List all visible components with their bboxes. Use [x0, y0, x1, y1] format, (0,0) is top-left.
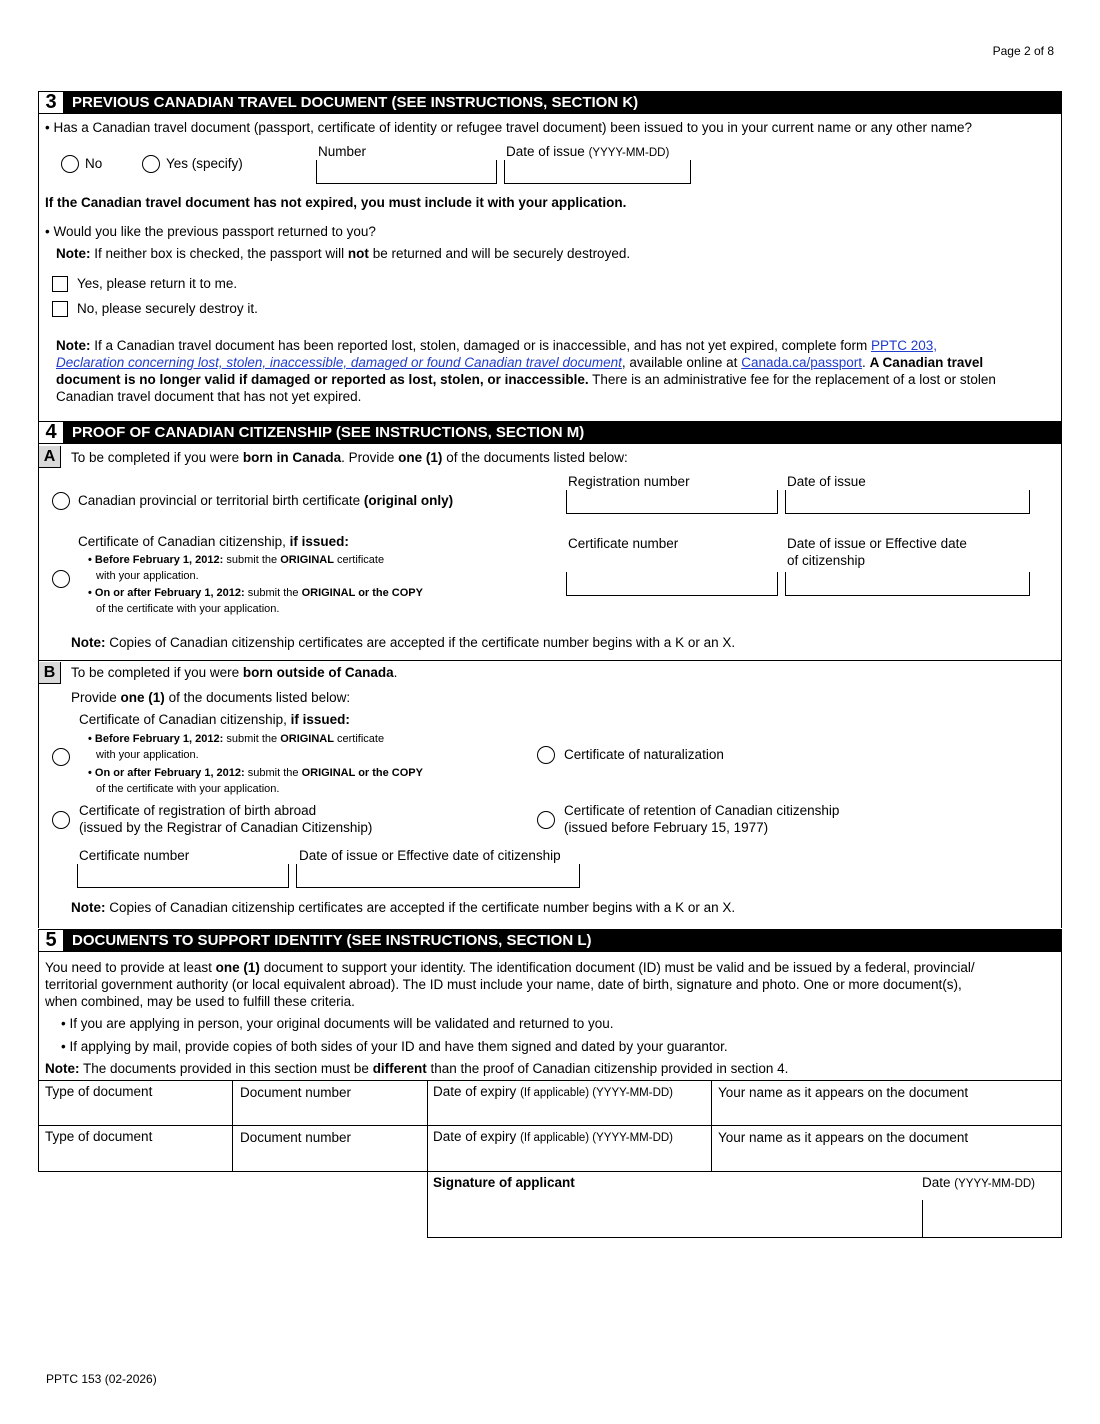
section-3-title: PREVIOUS CANADIAN TRAVEL DOCUMENT (SEE INSTRUCTIONS, SECTION K) — [72, 94, 639, 111]
s3-note1: Note: If neither box is checked, the passport will not be returned and will be securely destroyed. — [56, 246, 631, 261]
sig-bottom-border — [427, 1237, 1062, 1238]
form-code: PPTC 153 (02-2026) — [46, 1372, 157, 1386]
s3-destroy-label: No, please securely destroy it. — [77, 301, 258, 316]
s4-a-intro: To be completed if you were born in Canada. Provide one (1) of the documents listed below: — [71, 450, 628, 465]
s5-r1-type-label: Type of document — [45, 1084, 153, 1099]
s5-r2-docnum-label: Document number — [240, 1130, 352, 1145]
s3-number-label: Number — [318, 144, 367, 159]
s3-destroy-checkbox[interactable] — [52, 301, 68, 317]
s4-a-doieff-label2: of citizenship — [787, 553, 866, 568]
signature-field[interactable] — [428, 1200, 921, 1236]
s4-b-provide: Provide one (1) of the documents listed below: — [71, 690, 351, 705]
s3-return-label: Yes, please return it to me. — [77, 276, 238, 291]
s3-note1-label: Note: — [56, 246, 91, 261]
s4-b-intro: To be completed if you were born outside of Canada. — [71, 665, 398, 680]
s4-a-citcert-radio[interactable] — [52, 570, 70, 588]
s4-b-badge: B — [39, 662, 61, 684]
s5-r2-type-input[interactable] — [39, 1146, 231, 1170]
s3-question: • Has a Canadian travel document (passport, certificate of identity or refugee travel document) been issued to you in your current name or any other name? — [45, 120, 972, 135]
s5-r1-name-input[interactable] — [712, 1100, 1061, 1124]
section-3-header — [38, 91, 1062, 114]
section-4-title: PROOF OF CANADIAN CITIZENSHIP (SEE INSTRUCTIONS, SECTION M) — [72, 424, 585, 441]
s4-a-certnum-label: Certificate number — [568, 536, 679, 551]
s3-return-question: • Would you like the previous passport returned to you? — [45, 224, 376, 239]
s5-r1-docnum-input[interactable] — [233, 1100, 426, 1124]
s4-b-doieff-input[interactable] — [296, 864, 580, 888]
s5-bullet2: • If applying by mail, provide copies of both sides of your ID and have them signed and dated by your guarantor. — [61, 1039, 728, 1054]
s5-r2-expiry-label: Date of expiry (If applicable) (YYYY-MM-DD) — [433, 1129, 674, 1144]
section-5-number: 5 — [39, 930, 63, 951]
s4-b-doieff-label: Date of issue or Effective date of citizenship — [299, 848, 561, 863]
section-3-number: 3 — [39, 92, 63, 113]
s4-b-note: Note: Copies of Canadian citizenship certificates are accepted if the certificate number begins with a K or an X. — [71, 900, 736, 915]
s3-no-radio[interactable] — [61, 155, 79, 173]
s4-a-note: Note: Copies of Canadian citizenship certificates are accepted if the certificate number begins with a K or an X. — [71, 635, 736, 650]
s3-doi-format: (YYYY-MM-DD) — [588, 147, 670, 159]
s5-table-mid — [38, 1125, 1062, 1126]
s5-r2-type-label: Type of document — [45, 1129, 153, 1144]
s4-b-citcert-label: Certificate of Canadian citizenship, if issued: — [79, 712, 350, 727]
section-5-title: DOCUMENTS TO SUPPORT IDENTITY (SEE INSTRUCTIONS, SECTION L) — [72, 932, 592, 949]
s4-a-certnum-input[interactable] — [566, 572, 778, 596]
s4-b-naturalization-radio[interactable] — [537, 746, 555, 764]
s4-b-retention-radio[interactable] — [537, 811, 555, 829]
s3-yes-label: Yes (specify) — [166, 156, 243, 171]
s4-b-certnum-input[interactable] — [77, 864, 289, 888]
s4-a-doieff-input[interactable] — [785, 572, 1030, 596]
pptc203-link[interactable]: PPTC 203, — [870, 338, 938, 353]
s5-intro: You need to provide at least one (1) document to support your identity. The identification document (ID) must be valid and be issued by a federal, provincial/ territorial government authority (or local equivalent abroad). The ID must include your name, date of birth, signature and photo. One or more document(s), when combined, may be used to fulfill these criteria. — [45, 960, 975, 1009]
s4-a-reg-label: Registration number — [568, 474, 690, 489]
s4-b-with-app: with your application. — [96, 749, 199, 761]
s4-b-certnum-label: Certificate number — [79, 848, 190, 863]
s3-no-label: No — [85, 156, 103, 171]
s3-yes-radio[interactable] — [142, 155, 160, 173]
s5-r1-type-input[interactable] — [39, 1100, 231, 1124]
s4-a-citcert-label: Certificate of Canadian citizenship, if issued: — [78, 534, 349, 549]
s3-return-checkbox[interactable] — [52, 276, 68, 292]
s4-a-doieff-label1: Date of issue or Effective date — [787, 536, 967, 551]
s5-table-top — [38, 1080, 1062, 1081]
section-4-number: 4 — [39, 422, 63, 443]
sig-date-label: Date (YYYY-MM-DD) — [922, 1175, 1036, 1190]
s5-note: Note: The documents provided in this section must be different than the proof of Canadian citizenship provided in section 4. — [45, 1061, 789, 1076]
s4-a-birthcert-radio[interactable] — [52, 492, 70, 510]
s4-a-before: • Before February 1, 2012: submit the ORIGINAL certificate — [88, 554, 385, 566]
s5-r1-expiry-input[interactable] — [428, 1100, 710, 1124]
s4-b-naturalization-label: Certificate of naturalization — [564, 747, 724, 762]
s4-b-regbirth-label2: (issued by the Registrar of Canadian Citizenship) — [79, 820, 373, 835]
s4-b-regbirth-label1: Certificate of registration of birth abroad — [79, 803, 317, 818]
s4-b-of-cert: of the certificate with your application. — [96, 783, 280, 795]
s4-b-retention-label1: Certificate of retention of Canadian citizenship — [564, 803, 840, 818]
s5-r1-docnum-label: Document number — [240, 1085, 352, 1100]
s4-a-doi-input[interactable] — [785, 490, 1030, 514]
s4-a-of-cert: of the certificate with your application. — [96, 603, 280, 615]
s3-not-expired: If the Canadian travel document has not expired, you must include it with your application. — [45, 195, 627, 210]
s5-bullet1: • If you are applying in person, your original documents will be validated and returned to you. — [61, 1016, 614, 1031]
s5-r2-name-label: Your name as it appears on the document — [718, 1130, 969, 1145]
s3-doi-label: Date of issue — [506, 144, 585, 159]
sig-date-input[interactable] — [923, 1200, 1060, 1236]
s5-r2-docnum-input[interactable] — [233, 1146, 426, 1170]
s4-b-citcert-radio[interactable] — [52, 748, 70, 766]
page-number: Page 2 of 8 — [992, 44, 1054, 58]
s4-a-badge: A — [39, 446, 61, 468]
s4-a-reg-input[interactable] — [566, 490, 778, 514]
s4-b-before: • Before February 1, 2012: submit the ORIGINAL certificate — [88, 733, 385, 745]
s4-a-with-app: with your application. — [96, 570, 199, 582]
section-4-header — [38, 421, 1062, 444]
s4-a-birthcert-label: Canadian provincial or territorial birth certificate (original only) — [78, 493, 454, 508]
s4-b-after: • On or after February 1, 2012: submit the ORIGINAL or the COPY — [88, 767, 423, 779]
canada-passport-link[interactable]: Canada.ca/passport — [741, 355, 863, 370]
s3-doi-input[interactable] — [504, 160, 691, 184]
s4-a-doi-label: Date of issue — [787, 474, 866, 489]
s5-r1-name-label: Your name as it appears on the document — [718, 1085, 969, 1100]
s3-note2: Note: If a Canadian travel document has been reported lost, stolen, damaged or is inaccessible, and has not yet expired, complete form PPTC 203, Declaration concerning lost, stolen, inaccessible, damaged or found Canadian travel document, available online at Canada.ca/passport. A Canadian travel document is no longer valid if damaged or reported as lost, stolen, or inaccessible. There is an administrative fee for the replacement of a lost or stolen Canadian travel document that has not yet expired. — [56, 338, 996, 404]
s5-table-bottom — [38, 1171, 1062, 1172]
section-5-header — [38, 929, 1062, 952]
s4-divider — [38, 660, 1062, 661]
signature-label: Signature of applicant — [433, 1175, 575, 1190]
s4-a-after: • On or after February 1, 2012: submit the ORIGINAL or the COPY — [88, 587, 423, 599]
sig-right-border — [1061, 1171, 1062, 1237]
s5-r1-expiry-label: Date of expiry (If applicable) (YYYY-MM-DD) — [433, 1084, 674, 1099]
s5-r2-name-input[interactable] — [712, 1146, 1061, 1170]
s5-r2-expiry-input[interactable] — [428, 1146, 710, 1170]
s3-number-input[interactable] — [316, 160, 497, 184]
declaration-link[interactable]: Declaration concerning lost, stolen, inaccessible, damaged or found Canadian travel document — [56, 355, 622, 370]
s4-b-regbirth-radio[interactable] — [52, 811, 70, 829]
s4-b-retention-label2: (issued before February 15, 1977) — [564, 820, 769, 835]
